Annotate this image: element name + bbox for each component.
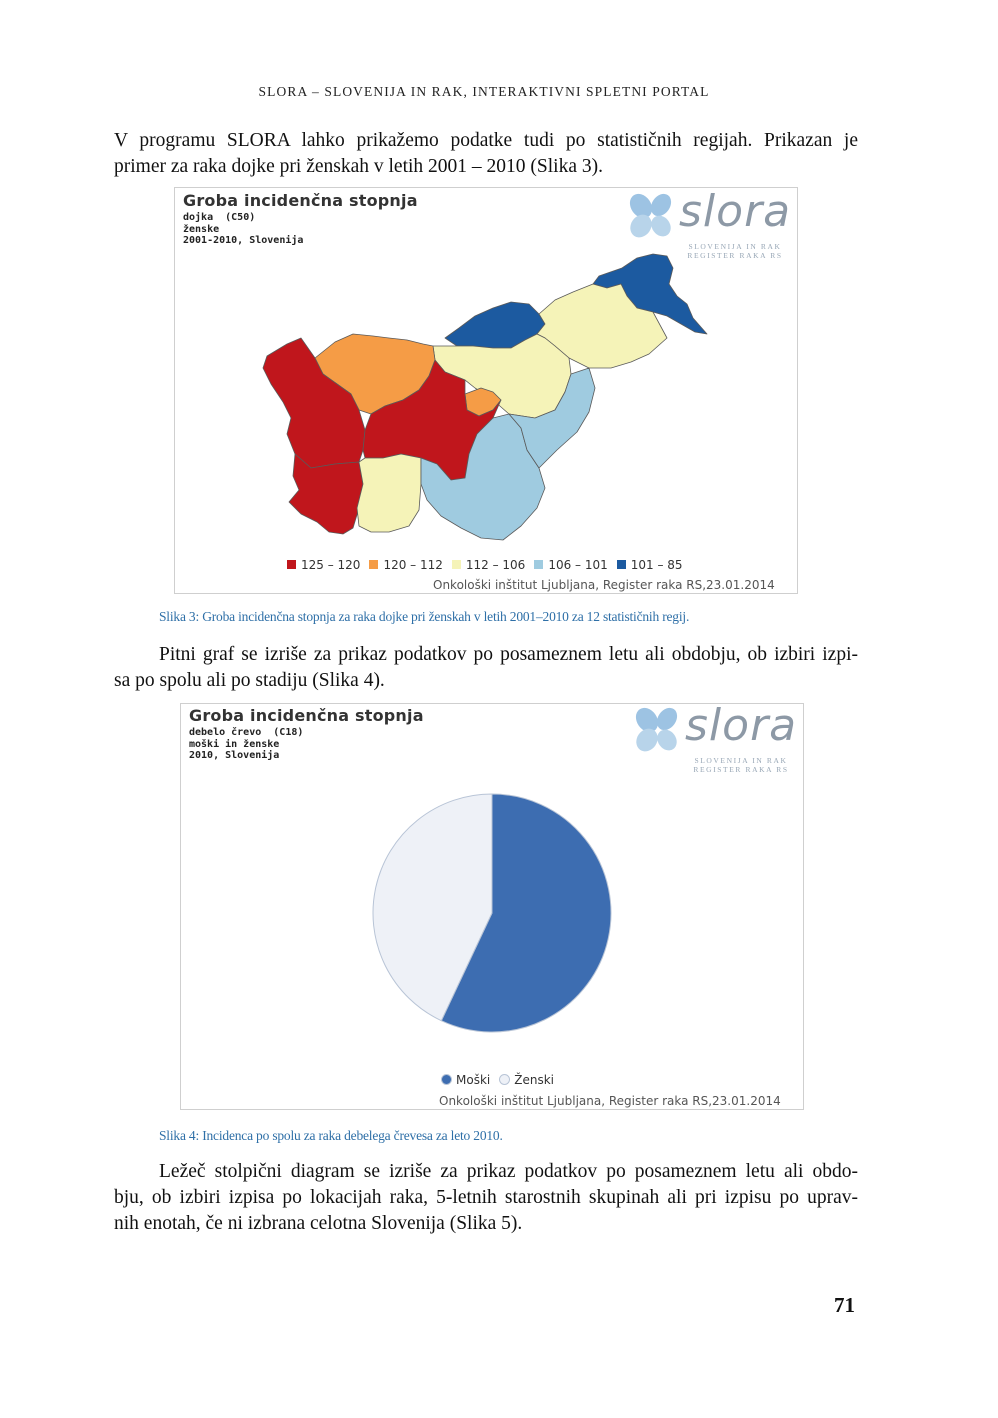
paragraph-3-line-2: bju, ob izbiri izpisa po lokacijah raka, 5-letnih starostnih skupinah ali pri izpisu po uprav- xyxy=(114,1187,858,1208)
paragraph-1-line-2: primer za raka dojke pri ženskah v letih 2001 – 2010 (Slika 3). xyxy=(114,156,603,177)
map-legend-item xyxy=(617,558,683,572)
slovenia-region-map xyxy=(175,188,797,593)
region-obalno-kraska xyxy=(289,454,363,534)
figure-pie-subtitle-sex: moški in ženske xyxy=(189,738,280,750)
page-number: 71 xyxy=(834,1293,855,1317)
logo-tagline-2-2: REGISTER RAKA RS xyxy=(693,765,789,774)
map-legend xyxy=(287,554,767,573)
figure-map xyxy=(174,187,798,594)
logo-wordmark: slora xyxy=(679,186,792,237)
figure-map-title: Groba incidenčna stopnja xyxy=(183,191,418,210)
legend-swatch xyxy=(287,560,296,569)
paragraph-2-line-1: Pitni graf se izriše za prikaz podatkov po posameznem letu ali obdobju, ob izbiri izpi- xyxy=(159,644,858,665)
logo-tagline-2: REGISTER RAKA RS xyxy=(687,251,783,260)
paragraph-3-line-1: Ležeč stolpični diagram se izriše za prikaz podatkov po posameznem letu ali obdo- xyxy=(159,1161,858,1182)
paragraph-1-line-1: V programu SLORA lahko prikažemo podatke tudi po statističnih regijah. Prikazan je xyxy=(114,130,858,151)
legend-label: Ženski xyxy=(514,1072,554,1087)
legend-label: 101 – 85 xyxy=(630,557,683,572)
paragraph-2-line-2: sa po spolu ali po stadiju (Slika 4). xyxy=(114,670,385,691)
figure-map-subtitle-site: dojka (C50) xyxy=(183,212,256,223)
map-legend-item xyxy=(369,558,442,572)
figure-pie-title: Groba incidenčna stopnja xyxy=(189,706,424,725)
paragraph-2 xyxy=(114,642,858,694)
legend-swatch xyxy=(617,560,626,569)
figure-pie-subtitle-site: debelo črevo (C18) xyxy=(189,727,304,738)
figure-map-source: Onkološki inštitut Ljubljana, Register raka RS,23.01.2014 xyxy=(433,578,775,592)
figure-pie-source: Onkološki inštitut Ljubljana, Register raka RS,23.01.2014 xyxy=(439,1094,781,1108)
paragraph-3 xyxy=(114,1159,858,1237)
legend-label: 125 – 120 xyxy=(301,557,361,572)
pie-legend-item xyxy=(441,1073,490,1087)
legend-label: Moški xyxy=(456,1072,491,1087)
map-legend-item xyxy=(287,558,360,572)
figure-map-subtitle-period: 2001-2010, Slovenija xyxy=(183,235,304,246)
paragraph-1 xyxy=(114,128,858,180)
figure-pie xyxy=(180,700,804,1110)
logo-tagline-2-1: SLOVENIJA IN RAK xyxy=(694,756,788,765)
legend-label: 106 – 101 xyxy=(548,557,608,572)
pie-chart xyxy=(181,704,803,1109)
logo-tagline-1: SLOVENIJA IN RAK xyxy=(688,242,782,251)
caption-figure-4: Slika 4: Incidenca po spolu za raka debelega črevesa za leto 2010. xyxy=(159,1128,503,1143)
figure-pie-subtitle-year: 2010, Slovenija xyxy=(189,750,280,761)
logo-wordmark-2: slora xyxy=(685,700,798,751)
legend-swatch xyxy=(369,560,378,569)
map-legend-item xyxy=(534,558,607,572)
legend-swatch xyxy=(534,560,543,569)
legend-swatch xyxy=(452,560,461,569)
legend-label: 120 – 112 xyxy=(383,557,443,572)
legend-dot xyxy=(441,1074,452,1085)
legend-label: 112 – 106 xyxy=(465,557,526,572)
region-notranjsko-kraska xyxy=(357,454,421,532)
figure-map-subtitle-sex: ženske xyxy=(183,223,220,235)
paragraph-3-line-3: nih enotah, če ni izbrana celotna Slovenija (Slika 5). xyxy=(114,1213,523,1234)
pie-legend xyxy=(441,1070,563,1089)
map-legend-item xyxy=(452,558,525,572)
caption-figure-3: Slika 3: Groba incidenčna stopnja za raka dojke pri ženskah v letih 2001–2010 za 12 statističnih regij. xyxy=(159,609,690,624)
legend-dot xyxy=(499,1074,510,1085)
running-head: SLORA – SLOVENIJA IN RAK, INTERAKTIVNI SPLETNI PORTAL xyxy=(258,84,710,99)
pie-legend-item xyxy=(499,1073,554,1087)
